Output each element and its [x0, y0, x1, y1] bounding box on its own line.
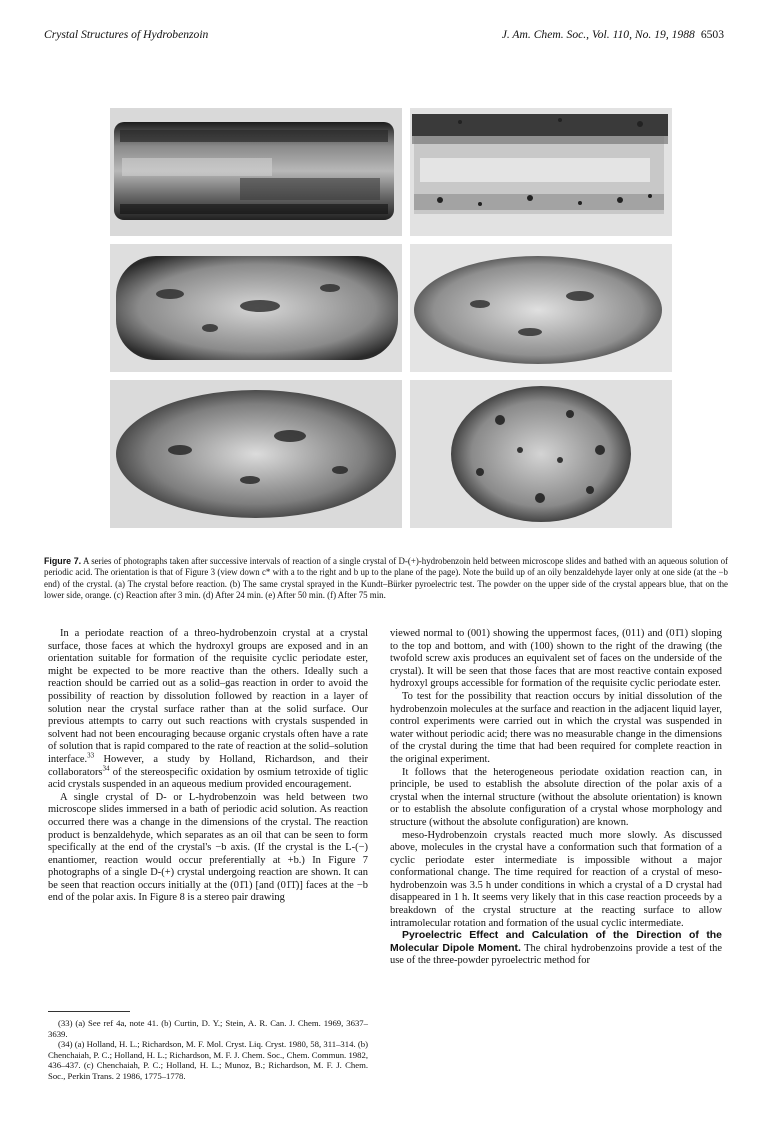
journal-name: J. Am. Chem. Soc., Vol. 110, No. 19, 1988 [501, 28, 695, 41]
right-paragraph-2: To test for the possibility that reaction occurs by initial dissolution of the hydrobenzoin molecules at the surface and reaction in the adjacent liquid layer, control experiments were carried out in which the crystal was suspended in water without periodic acid; there was no measurable change in the dimensions of the crystal during the time that had been required for complete reaction in the original experiment. [390, 690, 722, 765]
running-title: Crystal Structures of Hydrobenzoin [44, 28, 209, 41]
page-number: 6503 [700, 28, 724, 41]
figure-caption [44, 556, 728, 601]
ref-34-marker: 34 [102, 764, 110, 773]
reference-33: (33) (a) See ref 4a, note 41. (b) Curtin, D. Y.; Stein, A. R. Can. J. Chem. 1969, 3637–3639. [48, 1018, 368, 1039]
photo-d-after-24-min [410, 244, 672, 372]
ref-33-marker: 33 [87, 751, 95, 760]
right-column [390, 628, 722, 968]
left-paragraph-2: A single crystal of D- or L-hydrobenzoin was held between two microscope slides immersed in a bath of periodic acid solution. As reaction occurred there was a change in the dimensions of the crystal. The reaction product is benzaldehyde, which separates as an oil that can be seen to form specifically at the end of the crystal's −b axis. (If the crystal is the L-(−) enantiomer, reaction would occur preferentially at +b.) In Figure 7 photographs of a single D-(+) crystal undergoing reaction are shown. It can be seen that reaction occurs initially at the (01̄1) [and (01̄1̄)] faces at the −b end of the polar axis. In Figure 8 is a stereo pair drawing [48, 791, 368, 904]
left-p1c-text: of the stereospecific oxidation by osmium tetroxide of tiglic acid crystals suspended in an aqueous medium provided encouragement. [48, 766, 368, 791]
left-p1-text: In a periodate reaction of a threo-hydrobenzoin crystal at a crystal surface, those faces at which the hydroxyl groups are exposed and in an orientation suitable for formation of the requisite cyclic periodate ester, might be expected to be more reactive than the others. Ideally such a reaction should be carried out as a solid–gas reaction in order to avoid the possibility of reaction by dissolution followed by reaction in a layer of solution near the crystal surface rather than at the solid surface. Our previous attempts to carry out such reactions with crystals suspended in solvent had not been encouraging because organic crystals often have a rate of solution that is rapid compared to the rate of reaction at the solid–solution interface. [48, 628, 368, 765]
photo-b-pyroelectric-test [410, 108, 672, 236]
photo-a-crystal-before-reaction [110, 108, 402, 236]
journal-citation [502, 28, 724, 41]
photo-c-reaction-3-min [110, 244, 402, 372]
right-p5-text: The chiral hydrobenzoins provide a test of the use of the three-powder pyroelectric method for [390, 942, 722, 967]
figure-label: Figure 7. [44, 556, 82, 566]
right-paragraph-4: meso-Hydrobenzoin crystals reacted much more slowly. As discussed above, molecules in the crystal have a conformation such that formation of a cyclic periodate ester intermediate is impossible without a major conformational change. The time required for reaction of a crystal of meso-hydrobenzoin was 3.5 h under conditions in which a crystal of a D crystal had disappeared in 1 h. It seems very likely that in this case reaction proceeds by a breakdown of the crystal structure at the reacting surface to allow intramolecular rotation and formation of the usual cyclic intermediate. [390, 829, 722, 929]
running-header [44, 28, 724, 44]
left-paragraph-1 [48, 628, 368, 792]
right-paragraph-3: It follows that the heterogeneous periodate oxidation reaction can, in principle, be used to establish the absolute direction of the polar axis of a crystal when the internal structure (without the absolute orientation) is known or to establish the absolute configuration of a crystal whose morphology and structure (without the absolute configuration) are known. [390, 766, 722, 828]
left-column [48, 628, 368, 905]
section-heading: Pyroelectric Effect and Calculation of the Direction of the Molecular Dipole Moment. [390, 930, 722, 954]
figure-caption-text: A series of photographs taken after successive intervals of reaction of a single crystal of D-(+)-hydrobenzoin held between microscope slides and bathed with an aqueous solution of periodic acid. The orientation is that of Figure 3 (view down c* with a to the right and b up to the plane of the page). Note the build up of an oily benzaldehyde layer only at one side (at the −b end) of the crystal. (a) The crystal before reaction. (b) The same crystal sprayed in the Kundt–Bürker pyroelectric test. The powder on the upper side of the crystal appears blue, that on the lower side, orange. (c) Reaction after 3 min. (d) After 24 min. (e) After 50 min. (f) After 75 min. [44, 556, 728, 600]
references [48, 1018, 368, 1082]
footnote-rule [48, 1011, 130, 1012]
right-paragraph-1: viewed normal to (001) showing the uppermost faces, (011) and (01̄1) sloping to the top and bottom, and with (100) shown to the right of the drawing (the twofold screw axis produces an equivalent set of faces on the underside of the crystal). It will be seen that those faces that are most reactive contain exposed hydroxyl groups accessible for formation of the requisite cyclic periodate ester. [390, 628, 722, 690]
right-paragraph-5 [390, 930, 722, 968]
photo-e-after-50-min [110, 380, 402, 528]
reference-34: (34) (a) Holland, H. L.; Richardson, M. F. Mol. Cryst. Liq. Cryst. 1980, 58, 311–314. (b) Chenchaiah, P. C.; Holland, H. L.; Richardson, M. F. J. Chem. Soc., Chem. Commun. 1982, 436–437. (c) Chenchaiah, P. C.; Holland, H. L.; Munoz, B.; Richardson, M. F. J. Chem. Soc., Perkin Trans. 2 1986, 1775–1778. [48, 1039, 368, 1081]
photo-f-after-75-min [410, 380, 672, 528]
left-p1b-text: However, a study by Holland, Richardson, and their collaborators [48, 753, 368, 778]
